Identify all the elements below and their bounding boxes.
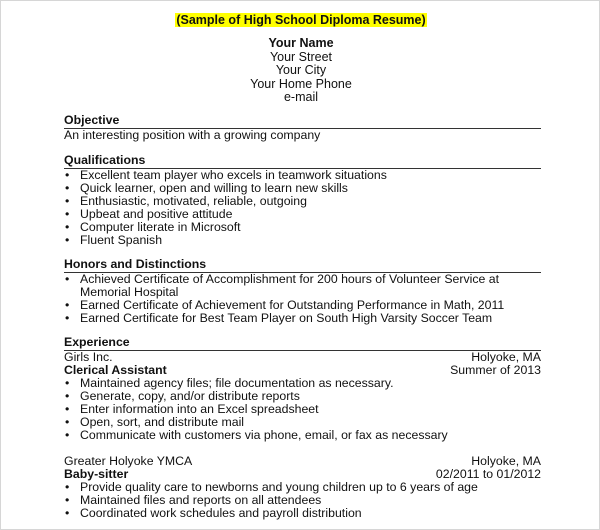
list-item: • Provide quality care to newborns and young children up to 6 years of age	[65, 480, 478, 494]
list-item: • Generate, copy, and/or distribute reports	[65, 389, 300, 403]
bullet-icon: •	[65, 207, 70, 221]
bullet-icon: •	[65, 415, 70, 429]
bullet-icon: •	[65, 376, 70, 390]
bullet-icon: •	[65, 480, 70, 494]
job-employer: Greater Holyoke YMCA	[64, 454, 193, 468]
bullet-icon: •	[65, 220, 70, 234]
honors-list	[64, 273, 541, 325]
list-item: • Coordinated work schedules and payroll distribution	[65, 506, 362, 520]
bullet-icon: •	[65, 428, 70, 442]
job-dates: Summer of 2013	[450, 363, 541, 377]
job-location: Holyoke, MA	[471, 454, 541, 468]
objective-text: An interesting position with a growing company	[64, 128, 321, 142]
list-item: • Quick learner, open and willing to learn new skills	[65, 181, 348, 195]
section-heading: Objective	[64, 113, 541, 129]
job-location: Holyoke, MA	[471, 350, 541, 364]
list-item: • Earned Certificate of Achievement for Outstanding Performance in Math, 2011	[65, 298, 505, 312]
list-item: • Open, sort, and distribute mail	[65, 415, 245, 429]
bullet-icon: •	[65, 272, 70, 286]
job-employer: Girls Inc.	[64, 350, 113, 364]
list-item: • Earned Certificate for Best Team Player on South High Varsity Soccer Team	[65, 311, 493, 325]
qualifications-list	[64, 169, 541, 247]
list-item: • Computer literate in Microsoft	[65, 220, 241, 234]
job-duties-list	[64, 377, 541, 442]
bullet-icon: •	[65, 194, 70, 208]
list-item: • Communicate with customers via phone, email, or fax as necessary	[65, 428, 448, 442]
job-entry	[64, 351, 541, 442]
job-entry	[64, 455, 541, 520]
bullet-icon: •	[65, 181, 70, 195]
list-item: • Upbeat and positive attitude	[65, 207, 233, 221]
honors-section	[64, 257, 541, 325]
contact-name: Your Name	[268, 36, 334, 50]
bullet-icon: •	[65, 389, 70, 403]
bullet-icon: •	[65, 168, 70, 182]
experience-section	[64, 335, 541, 520]
list-item: • Maintained files and reports on all attendees	[65, 493, 322, 507]
contact-block	[1, 37, 600, 105]
list-item: • Enter information into an Excel spreadsheet	[65, 402, 319, 416]
section-heading: Experience	[64, 335, 541, 351]
job-role: Clerical Assistant	[64, 363, 167, 377]
section-heading: Honors and Distinctions	[64, 257, 541, 273]
bullet-icon: •	[65, 311, 70, 325]
objective-section	[64, 113, 541, 142]
document-title: (Sample of High School Diploma Resume)	[176, 13, 426, 27]
bullet-icon: •	[65, 506, 70, 520]
list-item: • Fluent Spanish	[65, 233, 163, 247]
bullet-icon: •	[65, 233, 70, 247]
bullet-icon: •	[65, 298, 70, 312]
section-heading: Qualifications	[64, 153, 541, 169]
contact-email: e-mail	[283, 90, 319, 104]
contact-city: Your City	[275, 63, 327, 77]
list-item: • Enthusiastic, motivated, reliable, outgoing	[65, 194, 307, 208]
contact-phone: Your Home Phone	[250, 76, 352, 91]
job-dates: 02/2011 to 01/2012	[435, 467, 541, 481]
bullet-icon: •	[65, 493, 70, 507]
list-item: • Achieved Certificate of Accomplishment for 200 hours of Volunteer Service at Memorial Hospital	[65, 272, 499, 299]
qualifications-section	[64, 153, 541, 247]
list-item: • Maintained agency files; file documentation as necessary.	[65, 376, 394, 390]
job-role: Baby-sitter	[64, 467, 129, 481]
title-block	[1, 11, 600, 29]
bullet-icon: •	[65, 402, 70, 416]
contact-street: Your Street	[269, 49, 333, 64]
job-duties-list	[64, 481, 541, 520]
list-item: • Excellent team player who excels in teamwork situations	[65, 168, 387, 182]
